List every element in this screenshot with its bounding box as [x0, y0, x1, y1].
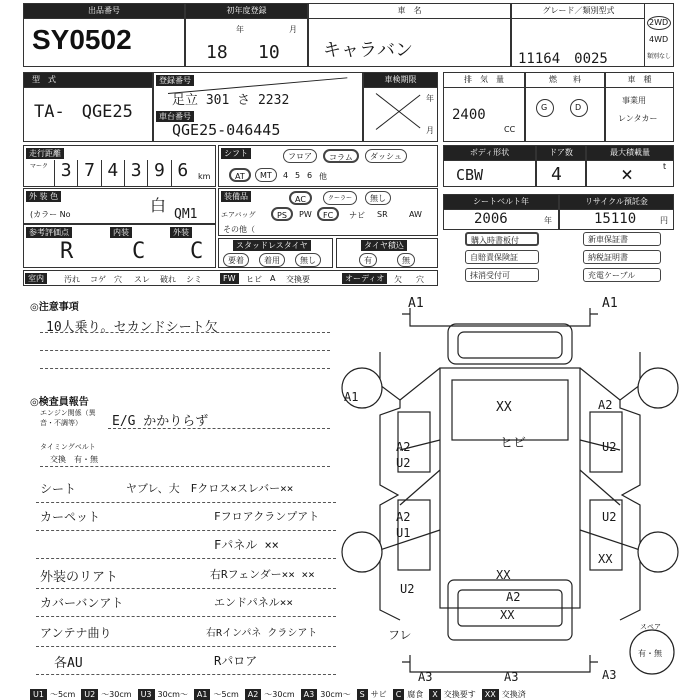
equipment-box [218, 188, 438, 236]
equip-aw: AW [409, 210, 422, 219]
inspector-line [36, 504, 336, 531]
inspector-line [36, 648, 336, 675]
month-unit: 月 [289, 25, 297, 34]
body-box [443, 145, 536, 187]
seatbelt-value: 2006 [474, 211, 508, 227]
note-line [40, 466, 330, 467]
room-item: 破れ [160, 275, 176, 284]
audio-label: オーディオ [342, 273, 387, 284]
year-unit: 年 [236, 25, 244, 34]
mileage-digit: 9 [147, 160, 170, 186]
recycle-value: 15110 [594, 211, 637, 227]
doors-value: 4 [551, 164, 562, 185]
model-value: TA- QGE25 [34, 102, 133, 122]
note-line [40, 332, 330, 333]
cc-unit: CC [504, 125, 516, 134]
equipment-label: 装備品 [221, 191, 251, 202]
body-label: ボディ形状 [444, 146, 535, 161]
legend-desc: ～5cm [213, 689, 239, 699]
legend-code: A2 [245, 689, 262, 700]
studless-opt-3: 無し [295, 253, 321, 267]
mileage-box [23, 145, 216, 187]
score-box [23, 224, 216, 268]
legend-code: U1 [30, 689, 47, 700]
grade-box [511, 3, 674, 67]
shift-dash: ダッシュ [365, 149, 407, 163]
fuel-label: 燃 料 [526, 73, 604, 88]
displacement-label: 排 気 量 [444, 73, 524, 88]
fw-label: FW [220, 273, 239, 284]
seatbelt-box [443, 194, 559, 230]
legend-desc: ～30cm [264, 689, 295, 699]
mileage-digit: 3 [54, 160, 77, 186]
registration-box [153, 72, 363, 142]
inspector-line-left: アンテナ曲り [40, 626, 112, 640]
room-item: コゲ [90, 275, 106, 284]
shift-box [218, 145, 438, 187]
inspector-line [36, 476, 336, 503]
damage-mark: XX [496, 400, 512, 415]
damage-mark: A2 [396, 510, 411, 524]
interior-condition-row [23, 270, 438, 286]
inspector-line-right: 右Rフェンダー×× ×× [210, 568, 315, 581]
trans-5: 5 [295, 171, 301, 180]
car-diagram [340, 290, 680, 685]
reg-no-value: 足立 301 さ 2232 [172, 93, 290, 108]
trans-mt: MT [255, 168, 277, 182]
max-load-value: × [621, 162, 634, 186]
trans-4: 4 [283, 171, 289, 180]
damage-mark: U1 [396, 526, 411, 540]
inspector-line-right: Fパネル ×× [214, 538, 279, 552]
legend-code: A3 [301, 689, 318, 700]
shift-label: シフト [221, 148, 251, 159]
inspector-line-left: シート [40, 482, 77, 496]
damage-mark: A2 [598, 398, 613, 412]
rental-label: レンタカー [618, 114, 658, 123]
damage-mark: XX [598, 552, 613, 566]
seatbelt-label: シートベルト年 [444, 195, 558, 210]
grade-label: グレード／類別型式 [512, 4, 645, 19]
inspector-line [36, 562, 336, 589]
studless-box [218, 238, 333, 268]
tire-label: タイヤ積込 [361, 240, 407, 251]
grade-value: 11164 0025 [518, 51, 608, 67]
damage-mark: A1 [408, 296, 424, 311]
mileage-label: 走行距離 [26, 148, 64, 159]
legend-bar [30, 688, 670, 700]
damage-mark: U2 [400, 582, 415, 596]
audio-item: 欠 [394, 275, 402, 284]
room-item: 穴 [114, 275, 122, 284]
first-registration-year: 18 [206, 42, 228, 63]
car-name-box [308, 3, 511, 67]
damage-mark: A2 [506, 590, 521, 604]
legend-code: U3 [138, 689, 155, 700]
damage-mark: ヒビ [500, 436, 527, 451]
mark-label: マーク [30, 163, 49, 170]
engine-label: エンジン関係（異音・不調等） [40, 409, 96, 427]
drive-4wd: 4WD [649, 35, 669, 44]
note-line [40, 368, 330, 369]
drive-2wd: 2WD [649, 18, 669, 27]
docs-area [443, 232, 674, 284]
inspector-line-right: Rパロア [214, 654, 258, 668]
ref-score-label: 参考評価点 [26, 227, 72, 238]
doc-tax: 納税証明書 [583, 250, 661, 264]
damage-mark: XX [500, 608, 515, 622]
timing-label: タイミングベルト [40, 443, 96, 451]
doc-cable: 充電ケーブル [583, 268, 661, 282]
km-unit: km [198, 172, 211, 181]
damage-mark: A1 [602, 296, 618, 311]
inspector-line-right: Fフロアクランプアト [214, 510, 320, 523]
chassis-value: QGE25-046445 [172, 121, 281, 139]
ext-color-label: 外 装 色 [26, 191, 61, 202]
reg-no-label: 登録番号 [156, 75, 194, 86]
tire-no: 無 [397, 253, 415, 267]
timing-exchange: 交換 有・無 [50, 455, 98, 464]
legend-code: X [429, 689, 440, 700]
first-registration-month: 10 [258, 42, 280, 63]
damage-mark: フレ [388, 628, 412, 642]
studless-opt-2: 着用 [259, 253, 285, 267]
inspector-line [36, 590, 336, 617]
spare-value: 有・無 [638, 649, 662, 658]
equip-ac: AC [289, 191, 312, 205]
damage-mark: A1 [344, 390, 359, 404]
damage-mark: U2 [602, 440, 617, 454]
score-value: R [60, 239, 74, 264]
caution-text: 10人乗り。セカンドシート欠 [46, 320, 218, 335]
fw-item: A [270, 274, 276, 283]
seatbelt-unit: 年 [544, 216, 552, 225]
legend-desc: 交換要す [443, 689, 476, 699]
inspection-month-unit: 月 [426, 126, 434, 135]
legend-desc: ～5cm [49, 689, 76, 699]
type-none: 類別なし [647, 53, 672, 60]
caution-label: ◎注意事項 [30, 302, 79, 313]
recycle-unit: 円 [660, 216, 668, 225]
audio-item: 穴 [416, 275, 424, 284]
inspector-line-left: カーペット [40, 510, 101, 524]
ext-color-box [23, 188, 216, 224]
legend-code: U2 [81, 689, 98, 700]
damage-mark: U2 [396, 456, 411, 470]
recycle-label: リサイクル預託金 [560, 195, 673, 210]
chassis-label: 車台番号 [156, 111, 194, 122]
exterior-score-value: C [190, 239, 204, 264]
color-no-value: QM1 [174, 207, 198, 222]
fuel-d: D [575, 103, 582, 112]
first-registration-label: 初年度登録 [186, 4, 307, 19]
body-value: CBW [456, 166, 484, 184]
max-load-box [586, 145, 674, 187]
inspector-line-right: 右Rインパネ クラシアト [206, 628, 318, 639]
displacement-box [443, 72, 525, 142]
legend-code: XX [482, 689, 499, 700]
inspector-line [36, 620, 336, 647]
damage-mark: A2 [396, 440, 411, 454]
room-item: 汚れ [64, 275, 80, 284]
trans-6: 6 [307, 171, 313, 180]
room-label: 室内 [25, 273, 47, 284]
color-value: 白 [150, 196, 167, 215]
damage-mark: A3 [418, 670, 433, 684]
shift-floor: フロア [283, 149, 317, 163]
mileage-digit: 4 [101, 160, 124, 186]
doc-cancel: 抹消受付可 [465, 268, 539, 282]
interior-score-label: 内装 [110, 227, 132, 238]
damage-mark: U2 [602, 510, 617, 524]
legend-desc: サビ [370, 689, 387, 699]
inspection-year-unit: 年 [426, 94, 434, 103]
inspector-line-right: エンドパネル×× [214, 596, 294, 609]
damage-mark: XX [496, 568, 511, 582]
note-line [108, 428, 330, 429]
room-item: スレ [134, 275, 150, 284]
tire-box [336, 238, 438, 268]
car-name-label: 車 名 [309, 4, 510, 19]
inspection-label: 車検期限 [364, 73, 437, 88]
legend-code: C [393, 689, 405, 700]
studless-label: スタッドレスタイヤ [233, 240, 311, 251]
doors-label: ドア数 [537, 146, 585, 161]
max-load-unit: t [663, 162, 667, 171]
doors-box [536, 145, 586, 187]
equip-pw: PW [299, 210, 312, 219]
legend-code: A1 [194, 689, 211, 700]
exterior-score-label: 外装 [170, 227, 192, 238]
kind-label: 車 種 [606, 73, 673, 88]
fw-item: 交換要 [286, 275, 310, 284]
legend-desc: 腐食 [407, 689, 424, 699]
interior-score-value: C [132, 239, 146, 264]
color-no-label: (カラー No [30, 210, 71, 219]
first-registration-box [185, 3, 308, 67]
inspector-line-left: 各AU [54, 656, 83, 671]
room-item: シミ [186, 275, 202, 284]
equip-airbag: エアバッグ [221, 211, 256, 219]
recycle-box [559, 194, 674, 230]
spare-label: スペア [640, 623, 661, 631]
displacement-value: 2400 [452, 107, 486, 123]
tire-yes: 有 [359, 253, 377, 267]
equip-none: 無し [365, 191, 391, 205]
studless-opt-1: 要着 [223, 253, 249, 267]
drive-column [644, 4, 673, 66]
inspector-lines [36, 476, 336, 676]
equip-cooler: クーラー [323, 191, 357, 205]
legend-desc: 30cm～ [320, 689, 351, 699]
doc-insurance: 自賠責保険証 [465, 250, 539, 264]
mileage-digit: 7 [77, 160, 100, 186]
doc-warranty: 新車保証書 [583, 232, 661, 246]
inspector-line-left: 外装のリアト [40, 570, 119, 585]
trans-at: AT [229, 168, 251, 182]
note-line [40, 350, 330, 351]
equip-fc: FC [317, 207, 339, 221]
lot-number-box [23, 3, 185, 67]
damage-mark: A3 [504, 670, 519, 684]
inspection-box [363, 72, 438, 142]
equip-sr: SR [377, 210, 388, 219]
inspector-line [36, 532, 336, 559]
engine-value: E/G かかりらず [112, 414, 209, 429]
lot-number-label: 出品番号 [24, 4, 184, 19]
equip-navi: ナビ [349, 211, 365, 220]
legend-desc: ～30cm [101, 689, 132, 699]
mileage-digits [54, 160, 194, 186]
mileage-digit: 6 [171, 160, 194, 186]
legend-desc: 交換済 [501, 689, 526, 699]
fw-item: ヒビ [246, 275, 262, 284]
fuel-g: G [541, 103, 548, 112]
doc-purchase: 購入時書板付 [465, 232, 539, 246]
legend-code: S [357, 689, 368, 700]
fuel-box [525, 72, 605, 142]
mileage-digit: 3 [124, 160, 147, 186]
max-load-label: 最大積載量 [587, 146, 673, 161]
other-label: その他（ [223, 225, 255, 234]
inspector-label: ◎検査員報告 [30, 397, 89, 408]
equip-ps: PS [271, 207, 293, 221]
lot-number-value: SY0502 [32, 24, 132, 55]
damage-mark: A3 [602, 668, 617, 682]
car-name-value: キャラバン [323, 40, 413, 61]
inspector-line-left: カバーバンアト [40, 596, 124, 610]
shift-column: コラム [323, 149, 359, 163]
business-label: 事業用 [622, 96, 646, 105]
vehicle-kind-box [605, 72, 674, 142]
model-box [23, 72, 153, 142]
trans-other: 他 [319, 172, 327, 181]
model-label: 型 式 [24, 73, 152, 88]
inspector-line-right: ヤブレ、大 Fクロス×スレバー×× [126, 482, 294, 495]
legend-desc: 30cm～ [157, 689, 188, 699]
